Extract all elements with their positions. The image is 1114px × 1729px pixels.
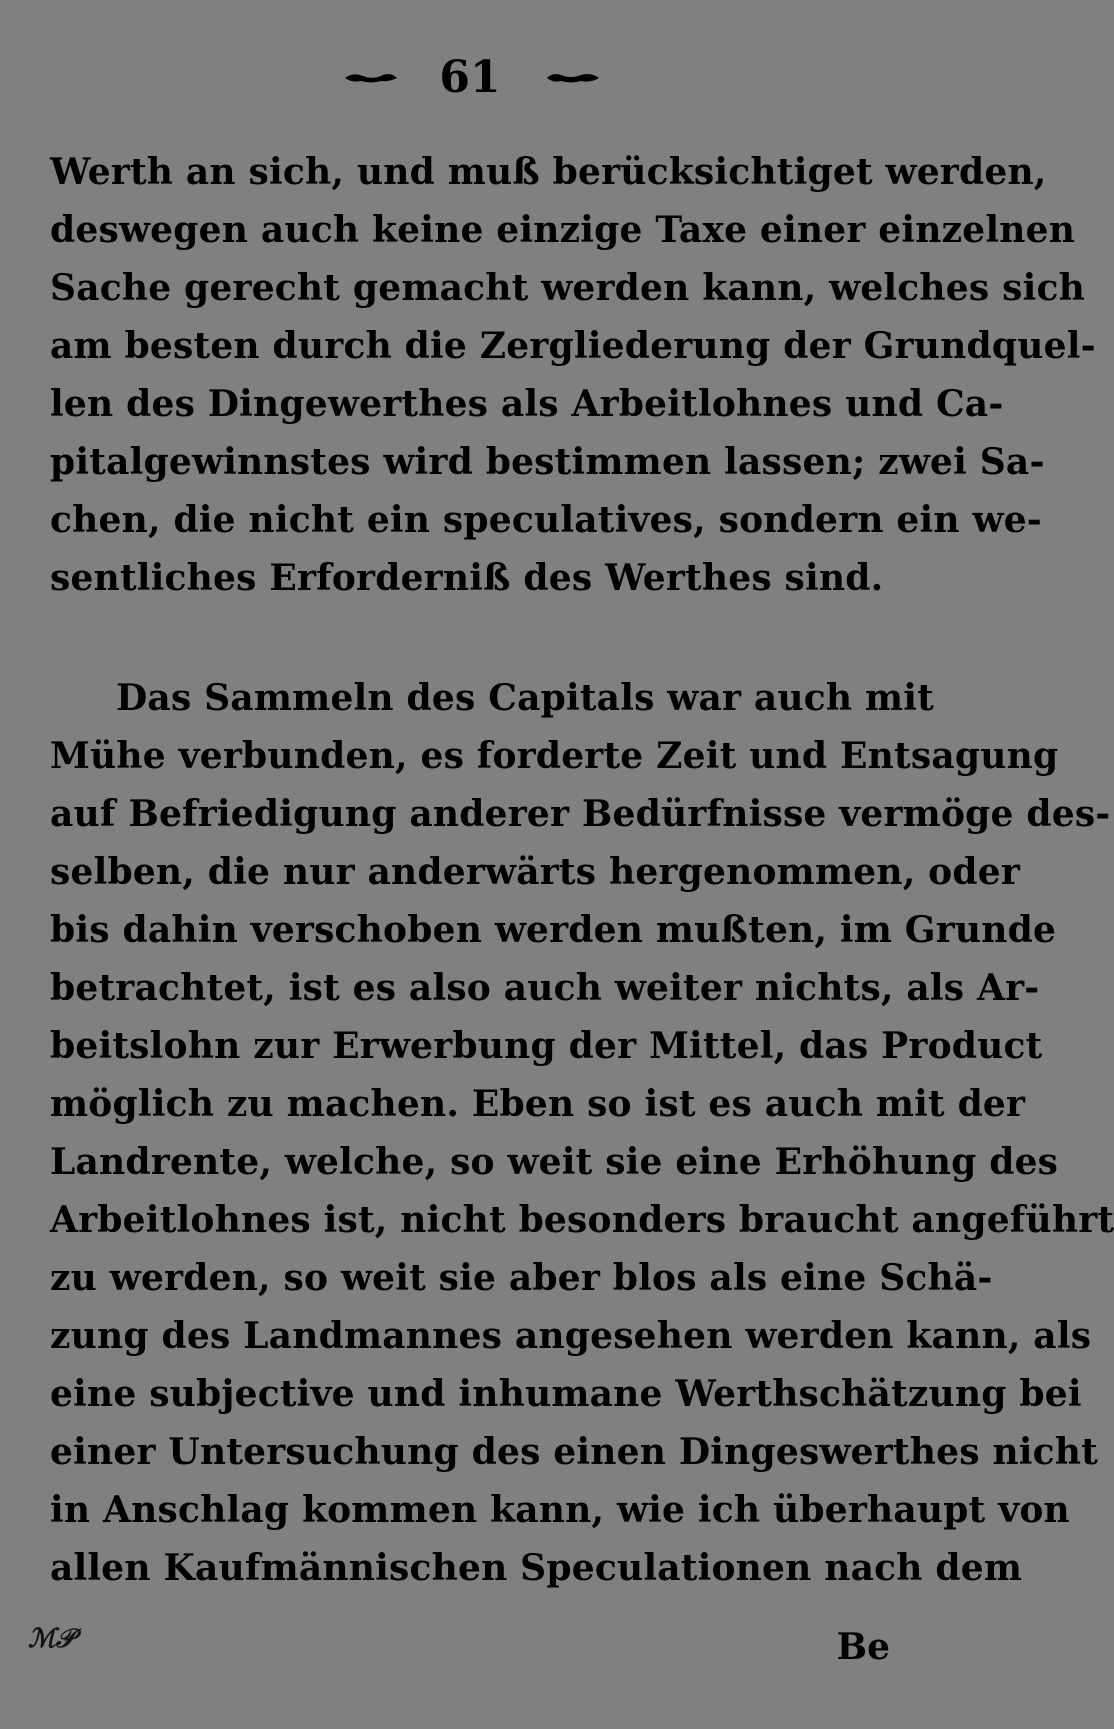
page-number: 61 xyxy=(439,52,501,103)
text-line: einer Untersuchung des einen Dingeswerthes nicht xyxy=(50,1431,1099,1473)
page-header xyxy=(0,48,1000,108)
text-line: in Anschlag kommen kann, wie ich überhaupt von xyxy=(50,1489,1070,1531)
text-line: selben, die nur anderwärts hergenommen, oder xyxy=(50,851,1021,893)
text-line: Das Sammeln des Capitals war auch mit xyxy=(116,677,935,719)
text-line: am besten durch die Zergliederung der Grundquel- xyxy=(50,325,1096,367)
text-line: eine subjective und inhumane Werthschätzung bei xyxy=(50,1373,1082,1415)
paragraph-1 xyxy=(50,143,1096,607)
text-line: Landrente, welche, so weit sie eine Erhöhung des xyxy=(50,1141,1059,1183)
page-footer xyxy=(0,1618,1000,1678)
text-line: Arbeitlohnes ist, nicht besonders braucht angeführt xyxy=(50,1199,1114,1241)
text-line: chen, die nicht ein speculatives, sondern ein we- xyxy=(50,499,1042,541)
text-line: Werth an sich, und muß berücksichtiget werden, xyxy=(50,151,1047,193)
left-ornament-icon xyxy=(343,70,399,86)
signature-mark: ℳ𝒫 xyxy=(28,1624,75,1654)
catchword: Be xyxy=(836,1626,890,1668)
text-line: bis dahin verschoben werden mußten, im Grunde xyxy=(50,909,1057,951)
text-line: beitslohn zur Erwerbung der Mittel, das Product xyxy=(50,1025,1043,1067)
text-line: betrachtet, ist es also auch weiter nichts, als Ar- xyxy=(50,967,1040,1009)
text-line: zu werden, so weit sie aber blos als eine Schä- xyxy=(50,1257,993,1299)
text-line: Sache gerecht gemacht werden kann, welches sich xyxy=(50,267,1085,309)
text-line: möglich zu machen. Eben so ist es auch mit der xyxy=(50,1083,1026,1125)
text-line: deswegen auch keine einzige Taxe einer einzelnen xyxy=(50,209,1076,251)
right-ornament-icon xyxy=(545,70,601,86)
text-line: sentliches Erforderniß des Werthes sind. xyxy=(50,557,884,599)
text-line: len des Dingewerthes als Arbeitlohnes und Ca- xyxy=(50,383,1004,425)
text-line: pitalgewinnstes wird bestimmen lassen; zwei Sa- xyxy=(50,441,1045,483)
text-line: Mühe verbunden, es forderte Zeit und Entsagung xyxy=(50,735,1059,777)
text-line: auf Befriedigung anderer Bedürfnisse vermöge des- xyxy=(50,793,1111,835)
text-line: zung des Landmannes angesehen werden kann, als xyxy=(50,1315,1092,1357)
paragraph-2 xyxy=(50,669,1114,1597)
text-line: allen Kaufmännischen Speculationen nach dem xyxy=(50,1547,1023,1589)
